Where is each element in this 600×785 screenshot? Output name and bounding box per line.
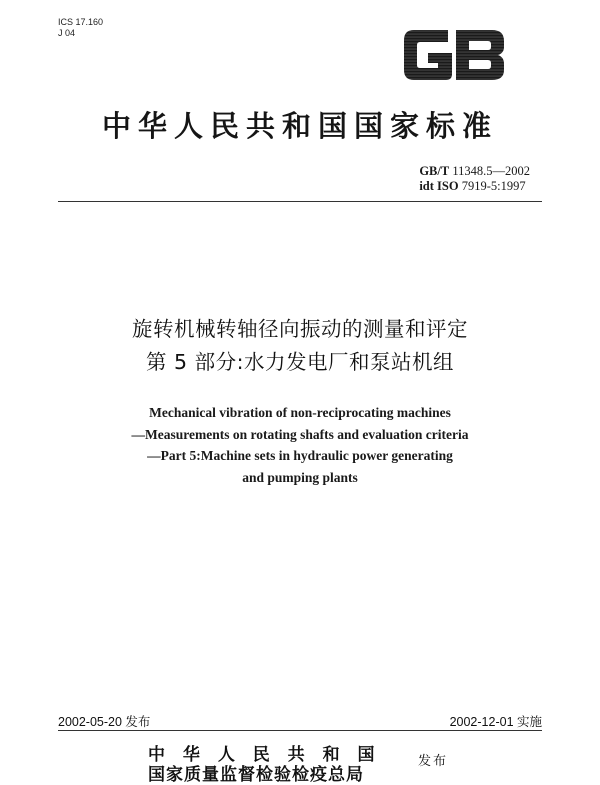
issuer-line1: 中 华 人 民 共 和 国 — [148, 745, 381, 765]
standard-number-block — [419, 164, 530, 194]
issue-date: 2002-05-20 发布 — [58, 715, 151, 729]
national-standard-title: 中华人民共和国国家标准 — [101, 109, 498, 143]
issuer-suffix: 发布 — [418, 754, 449, 769]
title-en-line1: Mechanical vibration of non-reciprocating machines — [149, 405, 451, 420]
implementation-date: 2002-12-01 实施 — [449, 715, 542, 729]
title-cn-line2: 第 5 部分:水力发电厂和泵站机组 — [146, 350, 454, 374]
title-en-line4: and pumping plants — [242, 470, 358, 485]
idt-prefix: idt ISO — [419, 179, 459, 193]
issuer-line2: 国家质量监督检验检疫总局 — [148, 765, 364, 785]
ccs-code: J 04 — [58, 28, 76, 38]
title-cn-line1: 旋转机械转轴径向振动的测量和评定 — [132, 317, 468, 341]
standard-number-prefix: GB/T — [419, 164, 450, 178]
ics-code: ICS 17.160 — [58, 17, 104, 27]
footer-divider — [58, 730, 542, 731]
title-en-line2: —Measurements on rotating shafts and evaluation criteria — [131, 427, 469, 442]
standard-number: 11348.5—2002 — [452, 164, 530, 178]
logo-text: GB — [400, 26, 402, 27]
header-divider — [58, 201, 542, 202]
title-en-line3: —Part 5:Machine sets in hydraulic power generating — [147, 448, 453, 463]
gb-logo — [400, 26, 508, 84]
idt-number: 7919-5:1997 — [461, 179, 526, 193]
